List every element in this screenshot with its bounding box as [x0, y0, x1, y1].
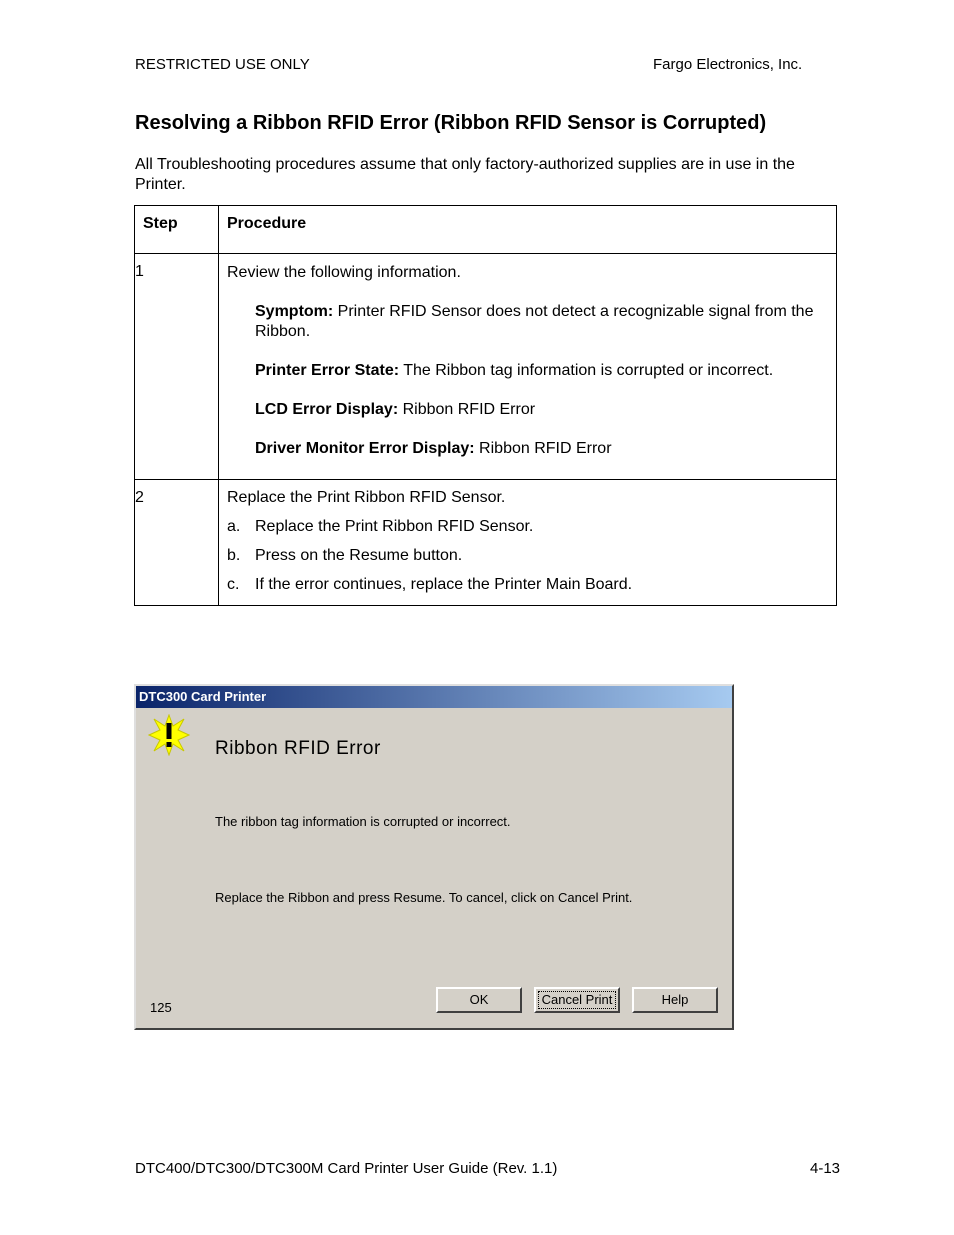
- sub-step-text: Replace the Print Ribbon RFID Sensor.: [255, 518, 534, 535]
- sub-step: [219, 517, 836, 537]
- driver-monitor-item: [219, 439, 836, 459]
- section-title: Resolving a Ribbon RFID Error (Ribbon RFID Sensor is Corrupted): [135, 112, 767, 134]
- dialog-title-bar[interactable]: DTC300 Card Printer: [136, 686, 732, 708]
- header-step: [135, 206, 219, 254]
- sub-step-text: If the error continues, replace the Printer Main Board.: [255, 576, 633, 593]
- header-restricted: RESTRICTED USE ONLY: [135, 56, 310, 73]
- error-code: 125: [150, 1000, 172, 1015]
- item-text: Ribbon RFID Error: [398, 401, 536, 418]
- dialog-message-primary: The ribbon tag information is corrupted or incorrect.: [215, 814, 511, 829]
- item-label: LCD Error Display:: [255, 401, 399, 418]
- lcd-display-item: [219, 400, 836, 420]
- step-number: 1: [135, 263, 144, 280]
- header-procedure: [219, 206, 837, 254]
- header-procedure-label: Procedure: [227, 215, 307, 232]
- footer-guide-title: DTC400/DTC300/DTC300M Card Printer User Guide (Rev. 1.1): [135, 1160, 558, 1177]
- cancel-print-button[interactable]: Cancel Print: [534, 987, 620, 1013]
- step-cell: [135, 254, 219, 480]
- item-text: The Ribbon tag information is corrupted or incorrect.: [399, 362, 774, 379]
- step-lead: Review the following information.: [227, 264, 461, 281]
- sub-step-letter: b.: [227, 547, 241, 564]
- step-cell: [135, 480, 219, 606]
- table-row: [135, 254, 837, 480]
- item-text: Printer RFID Sensor does not detect a recognizable signal from the Ribbon.: [255, 303, 814, 340]
- symptom-item: [219, 302, 836, 342]
- warning-icon: [148, 714, 190, 761]
- sub-step-letter: a.: [227, 518, 241, 535]
- procedure-cell: [219, 480, 837, 606]
- help-button[interactable]: Help: [632, 987, 718, 1013]
- sub-step: [219, 575, 836, 595]
- footer-page-number: 4-13: [810, 1160, 841, 1177]
- header-step-label: Step: [143, 215, 178, 232]
- intro-paragraph: All Troubleshooting procedures assume that only factory-authorized supplies are in use in the Printer.: [135, 156, 795, 193]
- table-row: [135, 480, 837, 606]
- dialog-message-instruction: Replace the Ribbon and press Resume. To cancel, click on Cancel Print.: [215, 890, 633, 905]
- item-label: Symptom:: [255, 303, 334, 320]
- step-number: 2: [135, 489, 144, 506]
- ok-button[interactable]: OK: [436, 987, 522, 1013]
- error-dialog: [134, 684, 734, 1030]
- table-header-row: [135, 206, 837, 254]
- procedure-table: [134, 205, 837, 606]
- sub-step-text: Press on the Resume button.: [255, 547, 463, 564]
- step-lead: Replace the Print Ribbon RFID Sensor.: [227, 489, 506, 506]
- sub-step: [219, 546, 836, 566]
- error-state-item: [219, 361, 836, 381]
- header-company: Fargo Electronics, Inc.: [653, 56, 803, 73]
- item-text: Ribbon RFID Error: [474, 440, 612, 457]
- item-label: Driver Monitor Error Display:: [255, 440, 475, 457]
- procedure-cell: [219, 254, 837, 480]
- item-label: Printer Error State:: [255, 362, 400, 379]
- dialog-heading: Ribbon RFID Error: [215, 738, 381, 759]
- sub-step-letter: c.: [227, 576, 240, 593]
